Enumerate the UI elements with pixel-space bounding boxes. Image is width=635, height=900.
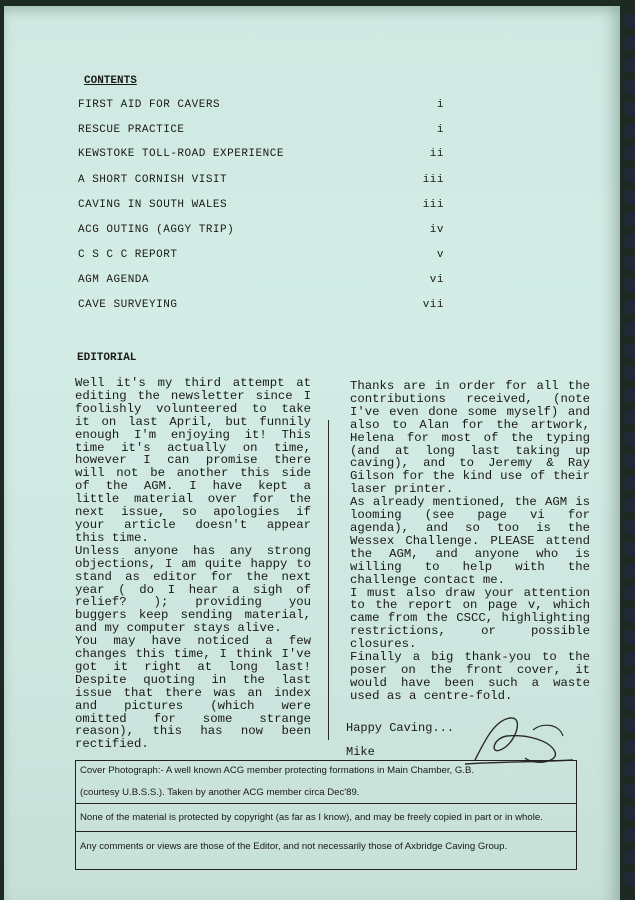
signoff-block	[346, 716, 454, 764]
binding-ring	[625, 366, 635, 380]
toc-title: C S C C REPORT	[78, 249, 178, 261]
binding-ring	[625, 58, 635, 72]
binding-ring	[625, 498, 635, 512]
binding-ring	[625, 14, 635, 28]
binding-ring	[625, 784, 635, 798]
copyright-notice: None of the material is protected by copyright (as far as I know), and may be freely copied in part or in whole.	[80, 812, 543, 823]
binding-ring	[625, 696, 635, 710]
cover-photo-caption: Cover Photograph:- A well known ACG member protecting formations in Main Chamber, G.B.	[80, 765, 475, 776]
binding-ring	[625, 432, 635, 446]
editorial-paragraph: Thanks are in order for all the contributions received, (note I've even done some myself) and also to Alan for the artwork, Helena for most of the typing (and at long last taking up caving), and to Jeremy & Ray Gilson for the kind use of their laser printer.	[350, 379, 590, 497]
toc-page: v	[436, 249, 444, 261]
binding-ring	[625, 388, 635, 402]
editorial-paragraph: Finally a big thank-you to the poser on the front cover, it would have been such a waste used as a centre-fold.	[350, 650, 590, 703]
binding-ring	[625, 608, 635, 622]
binding-ring	[625, 630, 635, 644]
binding-ring	[625, 740, 635, 754]
binding-ring	[625, 124, 635, 138]
binding-ring	[625, 146, 635, 160]
editorial-paragraph: Unless anyone has any strong objections, I am quite happy to stand as editor for the next year ( do I hear a sigh of relief? ); providing you buggers keep sending material, and my computer stays alive.	[75, 543, 311, 636]
toc-page: ii	[429, 148, 444, 160]
binding-ring	[625, 256, 635, 270]
binding-ring	[625, 190, 635, 204]
binding-ring	[625, 652, 635, 666]
toc-page: iv	[429, 224, 444, 236]
editorial-column-left	[75, 377, 311, 751]
toc-page: i	[436, 124, 444, 136]
toc-title: CAVING IN SOUTH WALES	[78, 199, 228, 211]
binding-ring	[625, 674, 635, 688]
toc-title: FIRST AID FOR CAVERS	[78, 99, 221, 111]
divider-line	[76, 831, 576, 832]
binding-ring	[625, 344, 635, 358]
contents-heading: CONTENTS	[84, 75, 137, 87]
toc-title: CAVE SURVEYING	[78, 299, 178, 311]
column-divider	[328, 420, 329, 740]
binding-ring	[625, 762, 635, 776]
binding-ring	[625, 410, 635, 424]
binding-ring	[625, 520, 635, 534]
editorial-column-right	[350, 380, 590, 703]
editorial-heading: EDITORIAL	[77, 352, 137, 364]
toc-page: vi	[429, 274, 444, 286]
binding-ring	[625, 586, 635, 600]
toc-title: A SHORT CORNISH VISIT	[78, 174, 228, 186]
toc-title: AGM AGENDA	[78, 274, 150, 286]
binding-ring	[625, 300, 635, 314]
binding-ring	[625, 36, 635, 50]
editor-name: Mike	[346, 745, 375, 759]
binding-ring	[625, 212, 635, 226]
binding-ring	[625, 718, 635, 732]
binding-ring	[625, 476, 635, 490]
toc-title: KEWSTOKE TOLL-ROAD EXPERIENCE	[78, 148, 284, 160]
toc-title: RESCUE PRACTICE	[78, 124, 185, 136]
binding-ring	[625, 278, 635, 292]
binding-ring	[625, 454, 635, 468]
binding-ring	[625, 872, 635, 886]
binding-ring	[625, 102, 635, 116]
binding-ring	[625, 234, 635, 248]
binding-ring	[625, 542, 635, 556]
toc-page: i	[436, 99, 444, 111]
editorial-paragraph: I must also draw your attention to the report on page v, which came from the CSCC, highlighting restrictions, or possible closures.	[350, 585, 590, 652]
disclaimer: Any comments or views are those of the Editor, and not necessarily those of Axbridge Caving Group.	[80, 841, 508, 852]
editorial-paragraph: You may have noticed a few changes this time, I think I've got it right at long last! Despite quoting in the last issue that there was an index and pictures (which were omitted for some strange reason), this has now been rectified.	[75, 634, 311, 752]
toc-title: ACG OUTING (AGGY TRIP)	[78, 224, 235, 236]
editorial-paragraph: As already mentioned, the AGM is looming (see page vi for agenda), and so too is the Wessex Challenge. PLEASE attend the AGM, and anyone who is willing to help with the challenge contact me.	[350, 495, 590, 587]
toc-page: vii	[422, 299, 444, 311]
divider-line	[76, 803, 576, 804]
toc-page: iii	[422, 199, 444, 211]
footer-box	[75, 760, 577, 870]
binding-ring	[625, 806, 635, 820]
cover-photo-credit: (courtesy U.B.S.S.). Taken by another ACG member circa Dec'89.	[80, 787, 360, 798]
binding-ring	[625, 168, 635, 182]
binding-ring	[625, 564, 635, 578]
spiral-binding	[621, 0, 635, 900]
toc-page: iii	[422, 174, 444, 186]
signoff-text: Happy Caving...	[346, 721, 455, 735]
binding-ring	[625, 850, 635, 864]
editorial-paragraph: Well it's my third attempt at editing the newsletter since I foolishly volunteered to take it on last April, but funnily enough I'm enjoying it! This time it's actually on time, however I can promise there will not be another this side of the AGM. I have kept a little material over for the next issue, so apologies if your article doesn't appear this time.	[75, 376, 311, 545]
binding-ring	[625, 80, 635, 94]
binding-ring	[625, 322, 635, 336]
binding-ring	[625, 828, 635, 842]
